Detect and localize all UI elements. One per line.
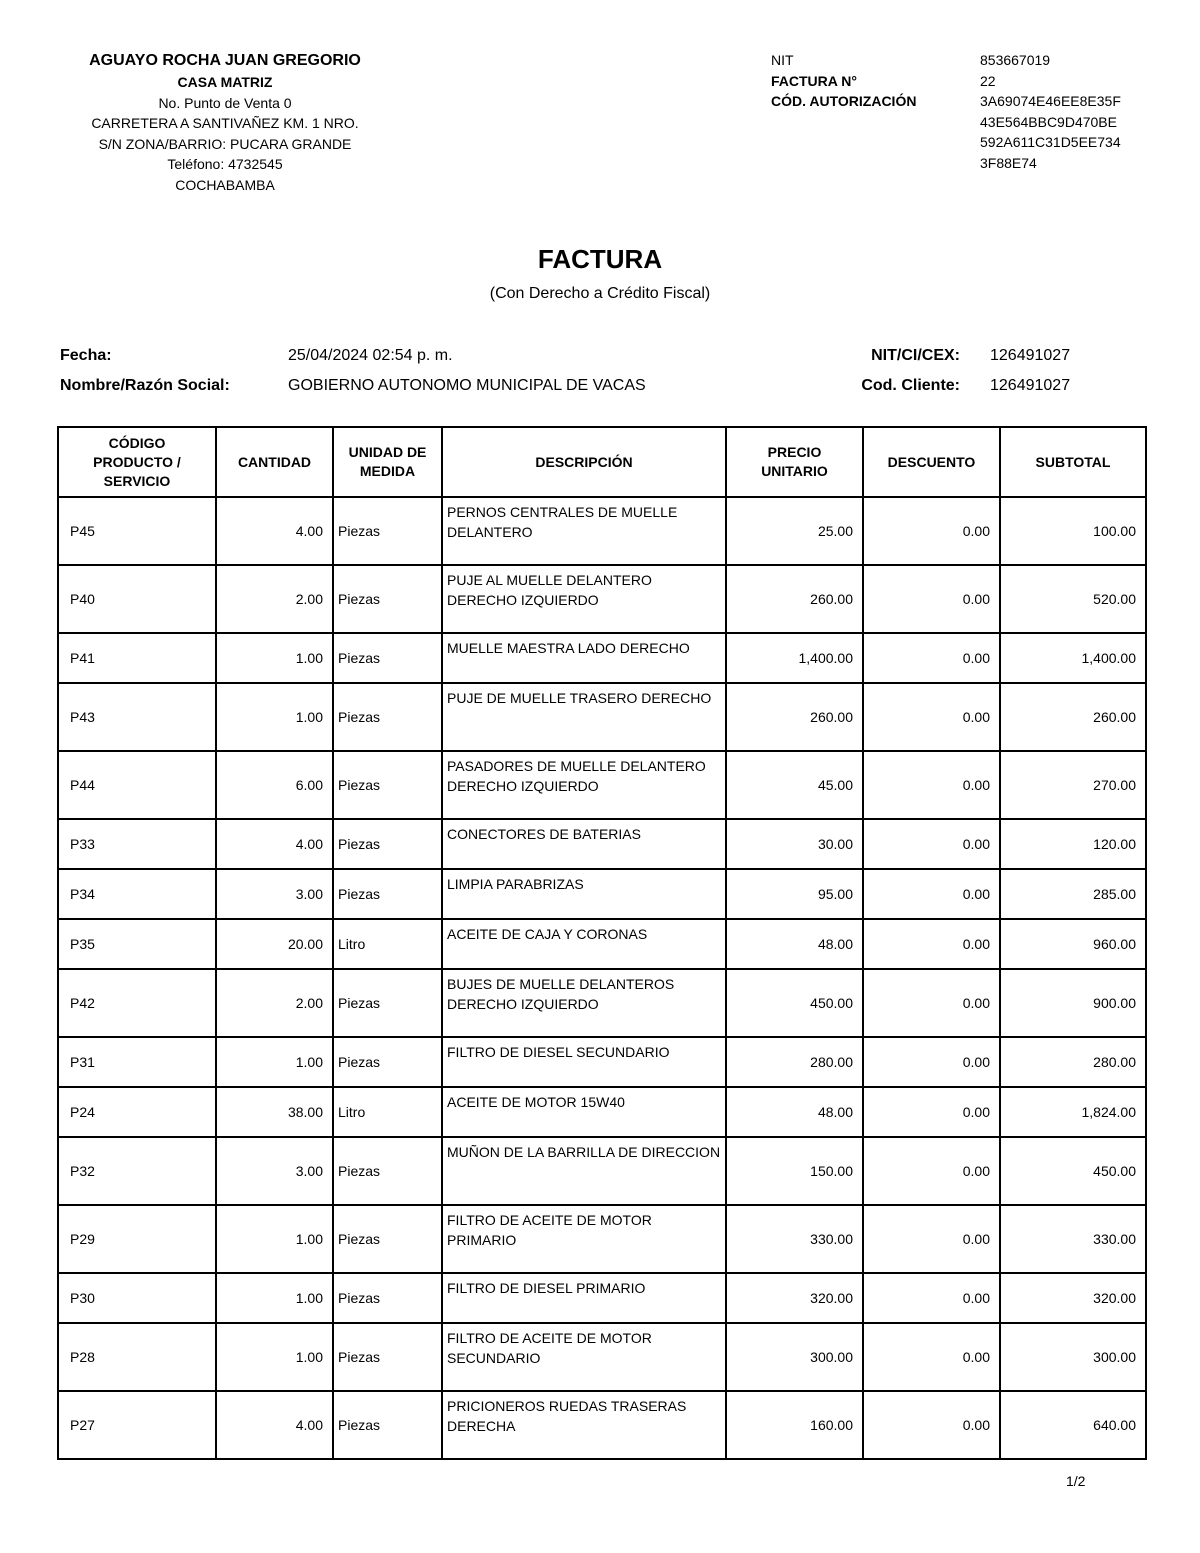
cell-desc: FILTRO DE DIESEL SECUNDARIO xyxy=(442,1037,726,1087)
issuer-point-of-sale: No. Punto de Venta 0 xyxy=(158,94,292,111)
cell-code: P28 xyxy=(58,1323,216,1391)
table-row xyxy=(58,1087,1146,1137)
cell-qty: 2.00 xyxy=(216,565,333,633)
cell-unit: Piezas xyxy=(333,751,442,819)
cell-qty: 1.00 xyxy=(216,683,333,751)
cell-code: P34 xyxy=(58,869,216,919)
issuer-address-line1: CARRETERA A SANTIVAÑEZ KM. 1 NRO. xyxy=(91,115,359,131)
cell-unit: Piezas xyxy=(333,1137,442,1205)
cell-price: 30.00 xyxy=(726,819,863,869)
cell-price: 280.00 xyxy=(726,1037,863,1087)
cell-discount: 0.00 xyxy=(863,869,1000,919)
cell-subtotal: 260.00 xyxy=(1000,683,1146,751)
cell-subtotal: 960.00 xyxy=(1000,919,1146,969)
table-row xyxy=(58,751,1146,819)
cell-desc: MUÑON DE LA BARRILLA DE DIRECCION xyxy=(442,1137,726,1205)
table-row xyxy=(58,1391,1146,1459)
cell-price: 1,400.00 xyxy=(726,633,863,683)
cell-desc: PUJE AL MUELLE DELANTERO DERECHO IZQUIERDO xyxy=(442,565,726,633)
auth-code-line: 43E564BBC9D470BE xyxy=(980,113,1117,130)
client-name-value: GOBIERNO AUTONOMO MUNICIPAL DE VACAS xyxy=(288,377,646,394)
cell-price: 150.00 xyxy=(726,1137,863,1205)
cell-discount: 0.00 xyxy=(863,683,1000,751)
cell-unit: Piezas xyxy=(333,683,442,751)
cell-qty: 4.00 xyxy=(216,819,333,869)
cell-unit: Piezas xyxy=(333,819,442,869)
cell-code: P44 xyxy=(58,751,216,819)
cell-price: 25.00 xyxy=(726,497,863,565)
cell-price: 300.00 xyxy=(726,1323,863,1391)
cell-discount: 0.00 xyxy=(863,1087,1000,1137)
header-subtotal: SUBTOTAL xyxy=(1000,427,1146,497)
cell-unit: Piezas xyxy=(333,565,442,633)
table-row xyxy=(58,969,1146,1037)
cell-unit: Piezas xyxy=(333,633,442,683)
cell-unit: Piezas xyxy=(333,1205,442,1273)
items-table xyxy=(57,426,1147,1460)
cell-discount: 0.00 xyxy=(863,819,1000,869)
cell-desc: ACEITE DE CAJA Y CORONAS xyxy=(442,919,726,969)
table-row xyxy=(58,919,1146,969)
invoice-number-value: 22 xyxy=(980,72,996,89)
table-row xyxy=(58,497,1146,565)
cell-desc: PASADORES DE MUELLE DELANTERO DERECHO IZQUIERDO xyxy=(442,751,726,819)
table-row xyxy=(58,565,1146,633)
invoice-meta xyxy=(771,50,1150,173)
cell-unit: Piezas xyxy=(333,1323,442,1391)
cell-price: 45.00 xyxy=(726,751,863,819)
cell-desc: PERNOS CENTRALES DE MUELLE DELANTERO xyxy=(442,497,726,565)
header-price: PRECIO UNITARIO xyxy=(726,427,863,497)
cell-discount: 0.00 xyxy=(863,919,1000,969)
cell-price: 260.00 xyxy=(726,565,863,633)
cell-subtotal: 1,400.00 xyxy=(1000,633,1146,683)
cell-discount: 0.00 xyxy=(863,633,1000,683)
client-nit-value: 126491027 xyxy=(990,347,1071,364)
cell-unit: Piezas xyxy=(333,1391,442,1459)
invoice-number-label: FACTURA N° xyxy=(771,72,857,89)
cell-subtotal: 450.00 xyxy=(1000,1137,1146,1205)
cell-subtotal: 285.00 xyxy=(1000,869,1146,919)
cell-desc: FILTRO DE ACEITE DE MOTOR PRIMARIO xyxy=(442,1205,726,1273)
cell-discount: 0.00 xyxy=(863,1205,1000,1273)
cell-qty: 1.00 xyxy=(216,1273,333,1323)
issuer-block xyxy=(50,50,400,195)
document-subtitle: (Con Derecho a Crédito Fiscal) xyxy=(489,285,711,302)
date-label: Fecha: xyxy=(60,347,112,364)
auth-code-line: 592A611C31D5EE734 xyxy=(980,134,1121,150)
cell-desc: LIMPIA PARABRIZAS xyxy=(442,869,726,919)
cell-qty: 4.00 xyxy=(216,497,333,565)
cell-subtotal: 300.00 xyxy=(1000,1323,1146,1391)
cell-desc: ACEITE DE MOTOR 15W40 xyxy=(442,1087,726,1137)
cell-subtotal: 640.00 xyxy=(1000,1391,1146,1459)
table-row xyxy=(58,1137,1146,1205)
cell-qty: 2.00 xyxy=(216,969,333,1037)
cell-subtotal: 330.00 xyxy=(1000,1205,1146,1273)
issuer-address-line2: S/N ZONA/BARRIO: PUCARA GRANDE xyxy=(98,135,352,152)
cell-unit: Piezas xyxy=(333,497,442,565)
cell-price: 320.00 xyxy=(726,1273,863,1323)
cell-subtotal: 100.00 xyxy=(1000,497,1146,565)
cell-qty: 3.00 xyxy=(216,1137,333,1205)
date-value: 25/04/2024 02:54 p. m. xyxy=(288,347,453,364)
cell-desc: PRICIONEROS RUEDAS TRASERAS DERECHA xyxy=(442,1391,726,1459)
cell-desc: BUJES DE MUELLE DELANTEROS DERECHO IZQUIERDO xyxy=(442,969,726,1037)
client-code-value: 126491027 xyxy=(990,377,1071,394)
cell-discount: 0.00 xyxy=(863,751,1000,819)
nit-label: NIT xyxy=(771,52,794,68)
cell-qty: 6.00 xyxy=(216,751,333,819)
cell-code: P31 xyxy=(58,1037,216,1087)
cell-unit: Piezas xyxy=(333,1273,442,1323)
cell-price: 95.00 xyxy=(726,869,863,919)
cell-qty: 20.00 xyxy=(216,919,333,969)
cell-subtotal: 120.00 xyxy=(1000,819,1146,869)
cell-code: P29 xyxy=(58,1205,216,1273)
issuer-branch: CASA MATRIZ xyxy=(177,74,273,90)
cell-desc: CONECTORES DE BATERIAS xyxy=(442,819,726,869)
table-row xyxy=(58,1323,1146,1391)
cell-qty: 1.00 xyxy=(216,1205,333,1273)
cell-desc: MUELLE MAESTRA LADO DERECHO xyxy=(442,633,726,683)
cell-code: P33 xyxy=(58,819,216,869)
auth-code-value xyxy=(980,91,1150,173)
cell-desc: PUJE DE MUELLE TRASERO DERECHO xyxy=(442,683,726,751)
nit-value: 853667019 xyxy=(980,52,1051,68)
cell-code: P41 xyxy=(58,633,216,683)
cell-discount: 0.00 xyxy=(863,497,1000,565)
cell-qty: 1.00 xyxy=(216,1323,333,1391)
cell-subtotal: 320.00 xyxy=(1000,1273,1146,1323)
cell-discount: 0.00 xyxy=(863,1037,1000,1087)
auth-code-line: 3F88E74 xyxy=(980,154,1037,171)
cell-price: 160.00 xyxy=(726,1391,863,1459)
table-row xyxy=(58,1205,1146,1273)
auth-code-line: 3A69074E46EE8E35F xyxy=(980,93,1121,109)
cell-subtotal: 280.00 xyxy=(1000,1037,1146,1087)
issuer-phone: Teléfono: 4732545 xyxy=(167,156,283,172)
cell-desc: FILTRO DE DIESEL PRIMARIO xyxy=(442,1273,726,1323)
header-unit: UNIDAD DE MEDIDA xyxy=(333,427,442,497)
cell-discount: 0.00 xyxy=(863,1323,1000,1391)
header-qty: CANTIDAD xyxy=(216,427,333,497)
header-desc: DESCRIPCIÓN xyxy=(442,427,726,497)
cell-unit: Litro xyxy=(333,919,442,969)
cell-unit: Piezas xyxy=(333,969,442,1037)
cell-discount: 0.00 xyxy=(863,565,1000,633)
cell-price: 450.00 xyxy=(726,969,863,1037)
table-row xyxy=(58,633,1146,683)
cell-code: P24 xyxy=(58,1087,216,1137)
cell-qty: 1.00 xyxy=(216,633,333,683)
cell-discount: 0.00 xyxy=(863,969,1000,1037)
table-row xyxy=(58,1037,1146,1087)
cell-subtotal: 1,824.00 xyxy=(1000,1087,1146,1137)
cell-code: P27 xyxy=(58,1391,216,1459)
table-row xyxy=(58,683,1146,751)
auth-code-label: CÓD. AUTORIZACIÓN xyxy=(771,93,917,109)
table-row xyxy=(58,869,1146,919)
cell-subtotal: 270.00 xyxy=(1000,751,1146,819)
table-row xyxy=(58,1273,1146,1323)
cell-qty: 1.00 xyxy=(216,1037,333,1087)
cell-subtotal: 520.00 xyxy=(1000,565,1146,633)
cell-discount: 0.00 xyxy=(863,1137,1000,1205)
cell-unit: Litro xyxy=(333,1087,442,1137)
cell-price: 48.00 xyxy=(726,1087,863,1137)
table-header-row xyxy=(58,427,1146,497)
header-discount: DESCUENTO xyxy=(863,427,1000,497)
cell-discount: 0.00 xyxy=(863,1391,1000,1459)
cell-price: 330.00 xyxy=(726,1205,863,1273)
page-number: 1/2 xyxy=(1066,1473,1086,1489)
cell-code: P43 xyxy=(58,683,216,751)
document-title: FACTURA xyxy=(537,244,663,274)
cell-price: 48.00 xyxy=(726,919,863,969)
client-name-label: Nombre/Razón Social: xyxy=(60,377,230,394)
header-code: CÓDIGO PRODUCTO / SERVICIO xyxy=(58,427,216,497)
cell-price: 260.00 xyxy=(726,683,863,751)
table-row xyxy=(58,819,1146,869)
cell-subtotal: 900.00 xyxy=(1000,969,1146,1037)
client-code-label: Cod. Cliente: xyxy=(861,377,960,394)
cell-code: P40 xyxy=(58,565,216,633)
cell-qty: 4.00 xyxy=(216,1391,333,1459)
cell-unit: Piezas xyxy=(333,869,442,919)
cell-unit: Piezas xyxy=(333,1037,442,1087)
cell-code: P45 xyxy=(58,497,216,565)
cell-code: P35 xyxy=(58,919,216,969)
client-nit-label: NIT/CI/CEX: xyxy=(871,347,960,364)
cell-code: P42 xyxy=(58,969,216,1037)
cell-discount: 0.00 xyxy=(863,1273,1000,1323)
issuer-city: COCHABAMBA xyxy=(175,176,275,193)
cell-code: P32 xyxy=(58,1137,216,1205)
cell-qty: 38.00 xyxy=(216,1087,333,1137)
cell-qty: 3.00 xyxy=(216,869,333,919)
issuer-name: AGUAYO ROCHA JUAN GREGORIO xyxy=(89,52,361,69)
cell-code: P30 xyxy=(58,1273,216,1323)
cell-desc: FILTRO DE ACEITE DE MOTOR SECUNDARIO xyxy=(442,1323,726,1391)
